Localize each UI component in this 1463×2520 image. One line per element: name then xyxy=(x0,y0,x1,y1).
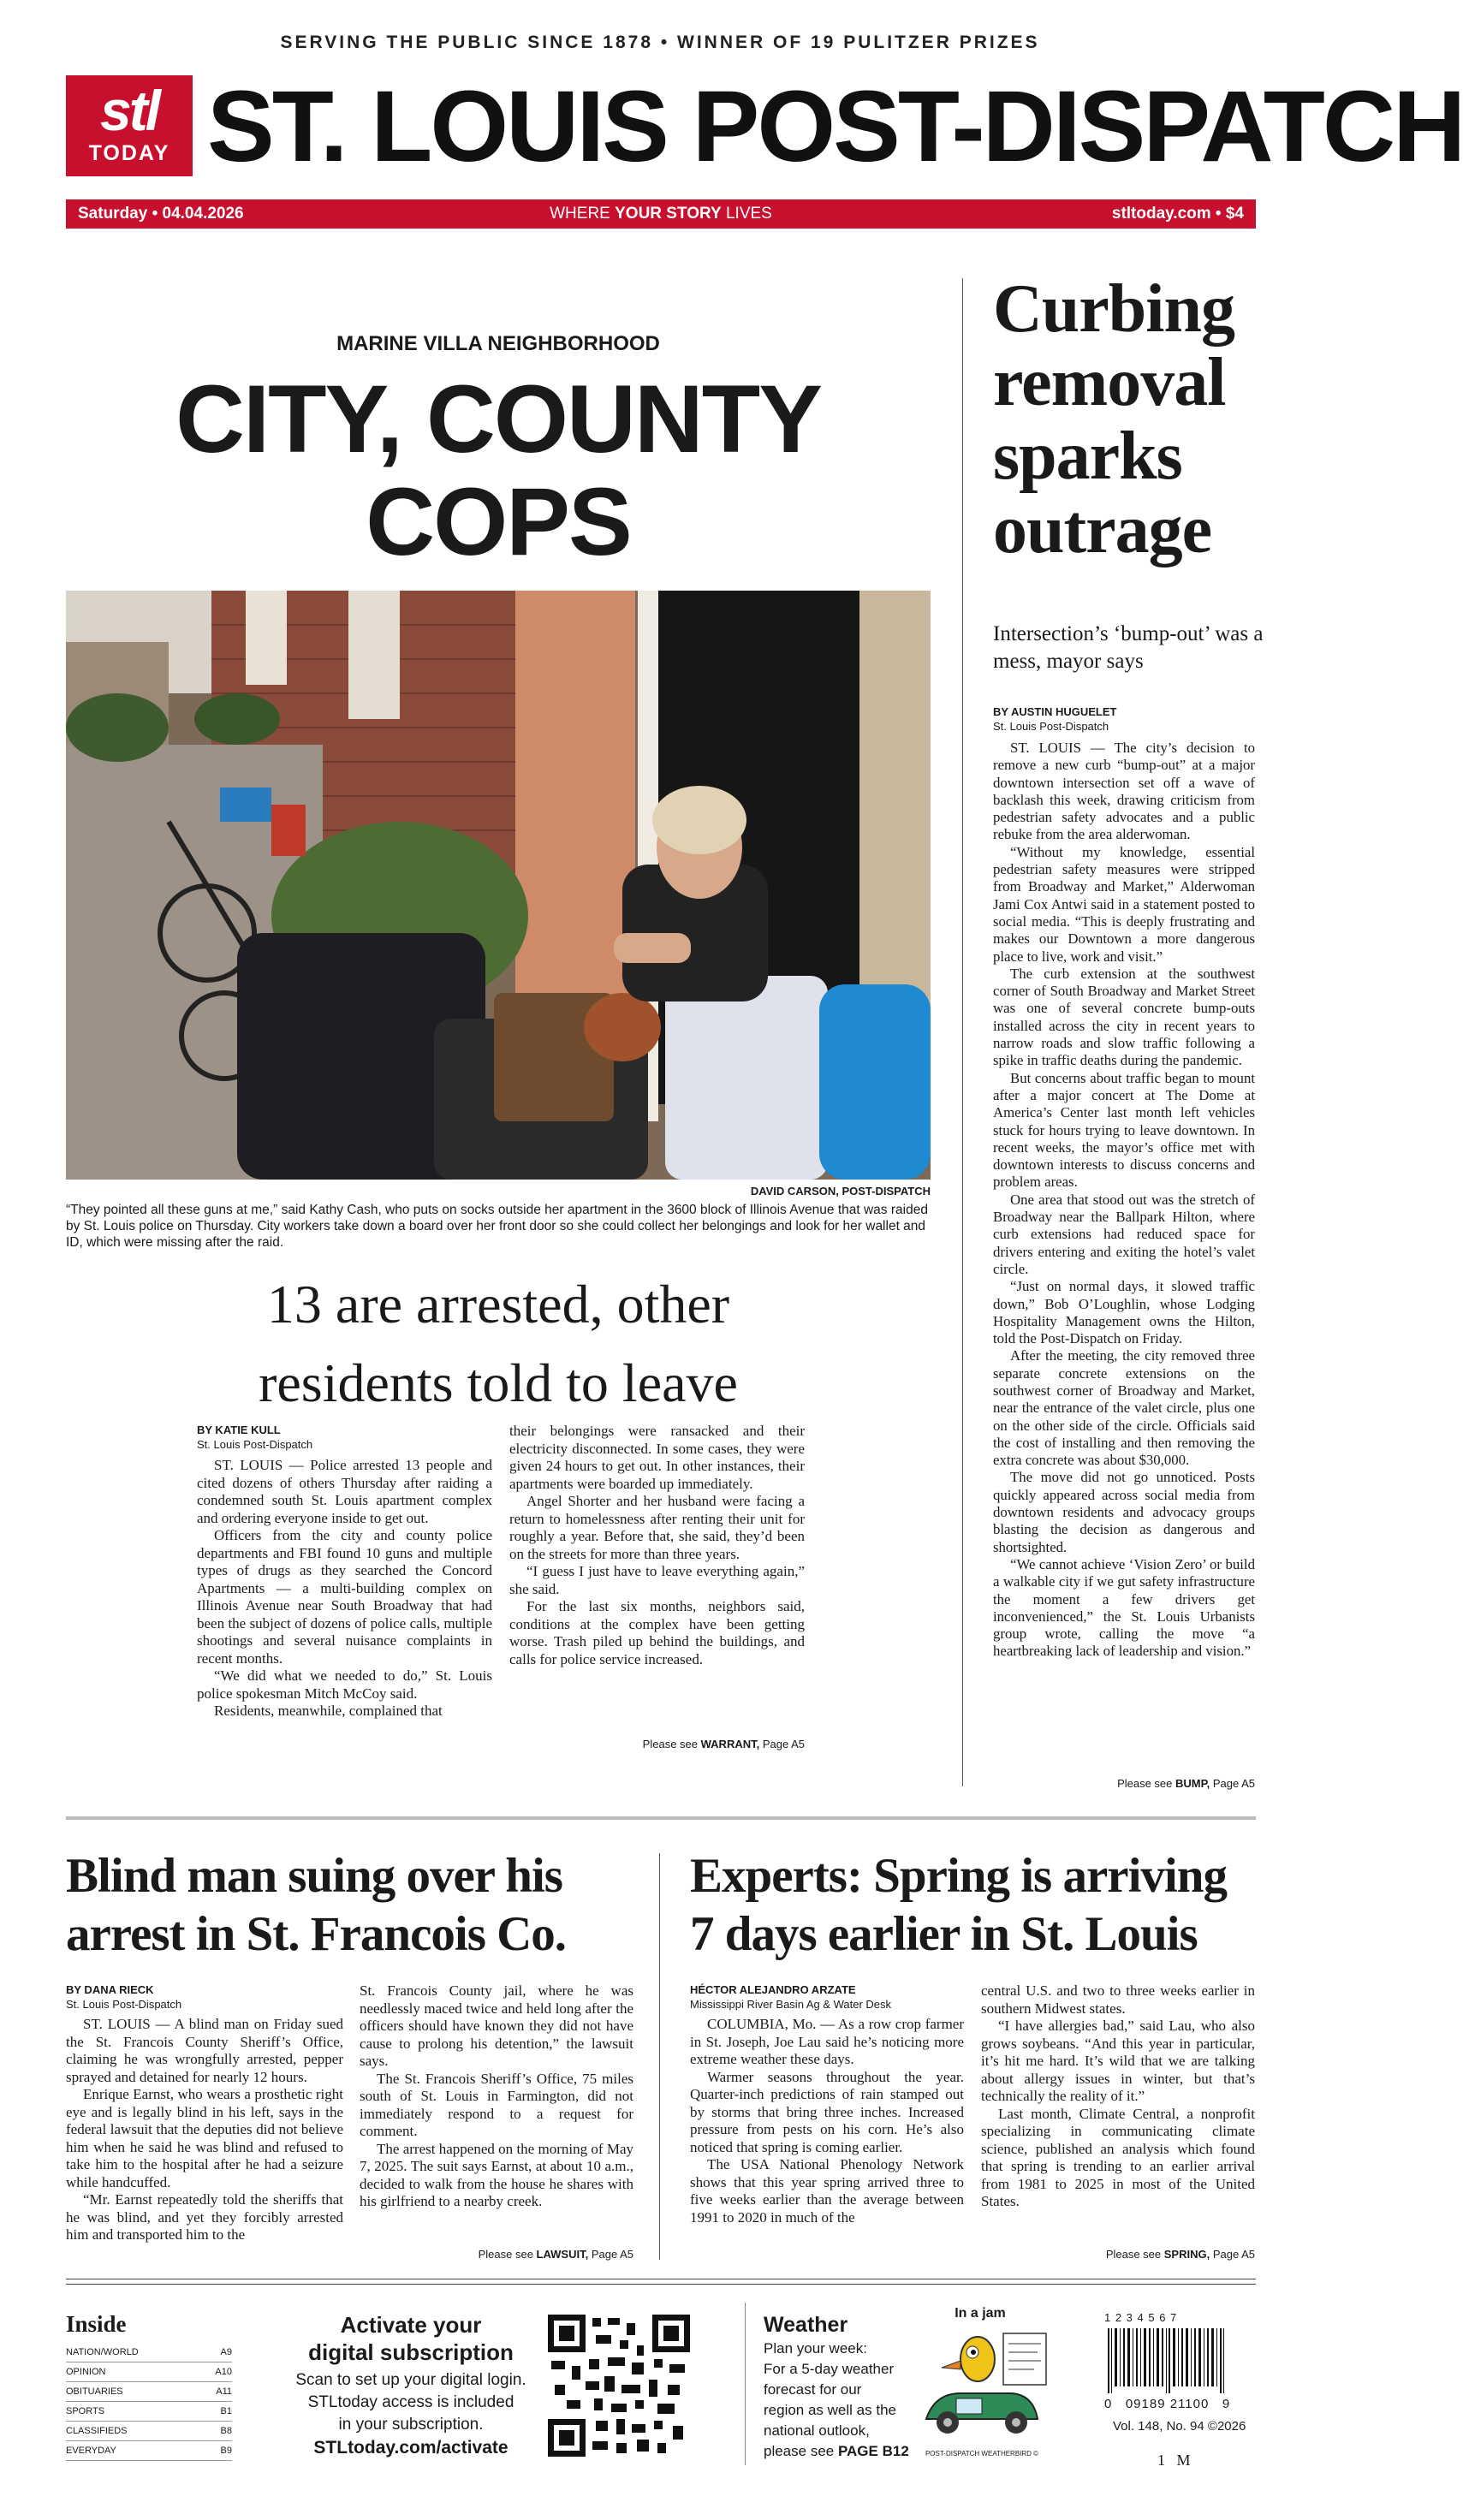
spring-jump-link[interactable]: Please see SPRING, Page A5 xyxy=(1105,2248,1255,2261)
barcode-number: 0 09189 21100 9 xyxy=(1104,2397,1231,2411)
newspaper-title: ST. LOUIS POST-DISPATCH xyxy=(207,70,1463,183)
lead-kicker: MARINE VILLA NEIGHBORHOOD xyxy=(336,332,660,355)
stltoday-logo[interactable] xyxy=(66,75,193,176)
qr-code[interactable] xyxy=(548,2315,690,2457)
lead-headline[interactable]: CITY, COUNTY COPS xyxy=(175,366,821,575)
spring-headline[interactable]: Experts: Spring is arriving 7 days earlier in St. Louis xyxy=(690,1849,1227,1961)
curb-headline[interactable]: Curbing removal sparks outrage xyxy=(993,271,1234,568)
blind-man-byline: BY DANA RIECK St. Louis Post-Dispatch xyxy=(66,1983,182,2011)
inside-item[interactable]: OPINION A10 xyxy=(66,2362,232,2382)
date-bar xyxy=(66,199,1256,229)
lead-subhead[interactable]: 13 are arrested, other residents told to leave xyxy=(259,1274,738,1413)
weatherbird-cartoon xyxy=(909,2325,1055,2445)
activate-promo[interactable]: Activate your digital subscription Scan to set up your digital login. STLtoday access is included in your subscription. STLtoday.com/activate xyxy=(282,2311,539,2460)
column-divider xyxy=(962,278,963,1786)
spring-column-2: central U.S. and two to three weeks earlier in southern Midwest states. “I have allergies bad,” said Lau, who also grows soybeans. “And this year in particular, it’s hit me hard. It’s wild that we are talking about allergy issues in winter, but that’s technically the reality of it.” Last month, Climate Central, a nonprofit specializing in communicating climate science, published an analysis which found that spring is trending to an earlier arrival from 1981 to 2025 in most of the United States. xyxy=(981,1982,1255,2209)
blind-man-column-1: ST. LOUIS — A blind man on Friday sued the St. Francois County Sheriff’s Office, claiming he was wrongfully arrested, pepper sprayed and detained for nearly 12 hours. Enrique Earnst, who wears a prosthetic right eye and is legally blind in his left, says in the federal lawsuit that the deputies did not believe him when he said he was blind and refused to take him to the hospital after he had a seizure while handcuffed. “Mr. Earnst repeatedly told the sheriffs that he was blind, and yet they forcibly arrested him and transported him to the xyxy=(66,2016,343,2243)
inside-item[interactable]: CLASSIFIEDS B8 xyxy=(66,2422,232,2441)
barcode-icon xyxy=(1104,2328,1233,2393)
lead-byline: BY KATIE KULL St. Louis Post-Dispatch xyxy=(197,1423,313,1451)
site-and-price: stltoday.com • $4 xyxy=(1111,205,1244,223)
lead-jump-link[interactable]: Please see WARRANT, Page A5 xyxy=(642,1738,805,1750)
curb-body: ST. LOUIS — The city’s decision to remove a new curb “bump-out” at a major downtown intersection set off a wave of backlash this week, drawing criticism from pedestrian safety advocates and a public rebuke from the area alderwoman. “Without my knowledge, essential pedestrian safety measures were stripped from Broadway and Market,” Alderwoman Jami Cox Antwi said in a statement posted to social media. “This is deeply frustrating and makes our Downtown a more dangerous place to live, work and visit.” The curb extension at the southwest corner of South Broadway and Market Street was one of several concrete bump-outs installed across the city in recent years to narrow roads and slow traffic following a spike in traffic deaths during the pandemic. But concerns about traffic began to mount after a major concert at The Dome at America’s Center last month left vehicles stuck for hours trying to leave downtown. In recent weeks, the mayor’s office met with downtown interests to discuss concerns and problem areas. One area that stood out was the stretch of Broadway near the Ballpark Hilton, where curb extensions had reduced space for drivers entering and exiting the hotel’s valet circle. “Just on normal days, it slowed traffic down,” Bob O’Loughlin, whose Lodging Hospitality Management owns the Hilton, told the Post-Dispatch on Friday. After the meeting, the city removed three separate concrete extensions on the southwest corner of Broadway and Market, near the entrance of the valet circle, plus one on the other side of the circle. Officials said the cost of installing and then removing the extra concrete was about $30,000. The move did not go unnoticed. Posts quickly appeared across social media from downtown residents and advocacy groups blasting the decision as dangerous and shortsighted. “We cannot achieve ‘Vision Zero’ or build a walkable city if we gut safety infrastructure the moment a few drivers get inconvenienced,” the St. Louis Urbanists group wrote, calling the move “a heartbreaking lack of leadership and vision.” xyxy=(993,740,1255,1660)
barcode xyxy=(1104,2328,1233,2393)
edition-code: 1 M xyxy=(1157,2452,1191,2469)
inside-title: Inside xyxy=(66,2311,127,2337)
curb-jump-link[interactable]: Please see BUMP, Page A5 xyxy=(1117,1777,1255,1790)
spring-byline: HÉCTOR ALEJANDRO ARZATE Mississippi River Basin Ag & Water Desk xyxy=(690,1983,892,2011)
inside-item[interactable]: OBITUARIES A11 xyxy=(66,2382,232,2402)
lead-photo[interactable] xyxy=(66,591,931,1180)
logo-wordmark: stl xyxy=(99,79,159,142)
lead-column-2: their belongings were ransacked and their electricity disconnected. In some cases, they were given 24 hours to get out. In other instances, their apartments were boarded up immediately. Angel Shorter and her husband were facing a return to homelessness after renting their unit for roughly a year. Before that, she said, they’d been on the streets for more than three years. “I guess I just have to leave everything again,” she said. For the last six months, neighbors said, conditions at the complex have been getting worse. Trash piled up behind the buildings, and calls for police service increased. xyxy=(509,1423,805,1667)
weatherbird-icon xyxy=(909,2325,1055,2445)
footer-divider xyxy=(745,2303,746,2465)
activate-url[interactable]: STLtoday.com/activate xyxy=(313,2438,508,2458)
column-divider xyxy=(659,1853,660,2260)
curb-byline: BY AUSTIN HUGUELET St. Louis Post-Dispatch xyxy=(993,705,1117,733)
weather-promo[interactable]: Weather Plan your week: For a 5-day weather forecast for our region as well as the national outlook, please see PAGE B12 xyxy=(764,2313,909,2459)
volume-info: Vol. 148, No. 94 ©2026 xyxy=(1113,2419,1246,2434)
inside-index xyxy=(66,2343,232,2461)
blind-man-headline[interactable]: Blind man suing over his arrest in St. Francois Co. xyxy=(66,1849,567,1961)
photo-caption: “They pointed all these guns at me,” said Kathy Cash, who puts on socks outside her apartment in the 3600 block of Illinois Avenue that was raided by St. Louis police on Thursday. City workers take down a board over her front door so she could collect her belongings and look for her wallet and ID, which were missing after the raid. xyxy=(66,1203,928,1250)
masthead-tagline: SERVING THE PUBLIC SINCE 1878 • WINNER OF 19 PULITZER PRIZES xyxy=(280,33,1040,52)
curb-dek: Intersection’s ‘bump-out’ was a mess, mayor says xyxy=(993,622,1264,673)
inside-item[interactable]: EVERYDAY B9 xyxy=(66,2441,232,2461)
photo-credit: DAVID CARSON, POST-DISPATCH xyxy=(750,1185,931,1198)
spring-column-1: COLUMBIA, Mo. — As a row crop farmer in St. Joseph, Joe Lau said he’s noticing more extreme weather these days. Warmer seasons throughout the year. Quarter-inch predictions of rain stamped out by storms that bring three inches. Increased pressure from pests on his corn. He’s also noticed that spring is coming earlier. The USA National Phenology Network shows that this year spring arrived three to five weeks earlier than the average between 1991 to 2020 in much of the xyxy=(690,2016,964,2226)
slogan: WHERE YOUR STORY LIVES xyxy=(550,205,772,223)
weatherbird-credit: POST-DISPATCH WEATHERBIRD © xyxy=(925,2450,1039,2458)
section-divider xyxy=(66,1816,1256,1820)
logo-subtext: TODAY xyxy=(88,141,170,165)
issue-date: Saturday • 04.04.2026 xyxy=(78,205,244,223)
footer-rule xyxy=(66,2284,1256,2285)
inside-item[interactable]: SPORTS B1 xyxy=(66,2402,232,2422)
qr-code-icon xyxy=(548,2315,690,2457)
raid-scene-image xyxy=(66,591,931,1180)
barcode-digits: 1 2 3 4 5 6 7 xyxy=(1104,2311,1178,2324)
blind-man-jump-link[interactable]: Please see LAWSUIT, Page A5 xyxy=(478,2248,633,2261)
lead-column-1: ST. LOUIS — Police arrested 13 people and cited dozens of others Thursday after raiding a condemned south St. Louis apartment complex and ordering everyone inside to get out. Officers from the city and county police departments and FBI found 10 guns and multiple types of drugs as they searched the Concord Apartments — a multi-building complex on Illinois Avenue near South Broadway that had been the subject of dozens of police calls, multiple shootings and several nuisance complaints in recent months. “We did what we needed to do,” St. Louis police spokesman Mitch McCoy said. Residents, meanwhile, complained that xyxy=(197,1457,492,1719)
jam-title: In a jam xyxy=(955,2306,1006,2321)
blind-man-column-2: St. Francois County jail, where he was needlessly maced twice and held long after the officers should have known they did not have cause to prolong his detention,” the lawsuit says. The St. Francois Sheriff’s Office, 75 miles south of St. Louis in Farmington, did not immediately respond to a request for comment. The arrest happened on the morning of May 7, 2025. The suit says Earnst, at about 10 a.m., decided to walk from the house he shares with his girlfriend to a nearby creek. xyxy=(360,1982,633,2209)
inside-item[interactable]: NATION/WORLD A9 xyxy=(66,2343,232,2362)
